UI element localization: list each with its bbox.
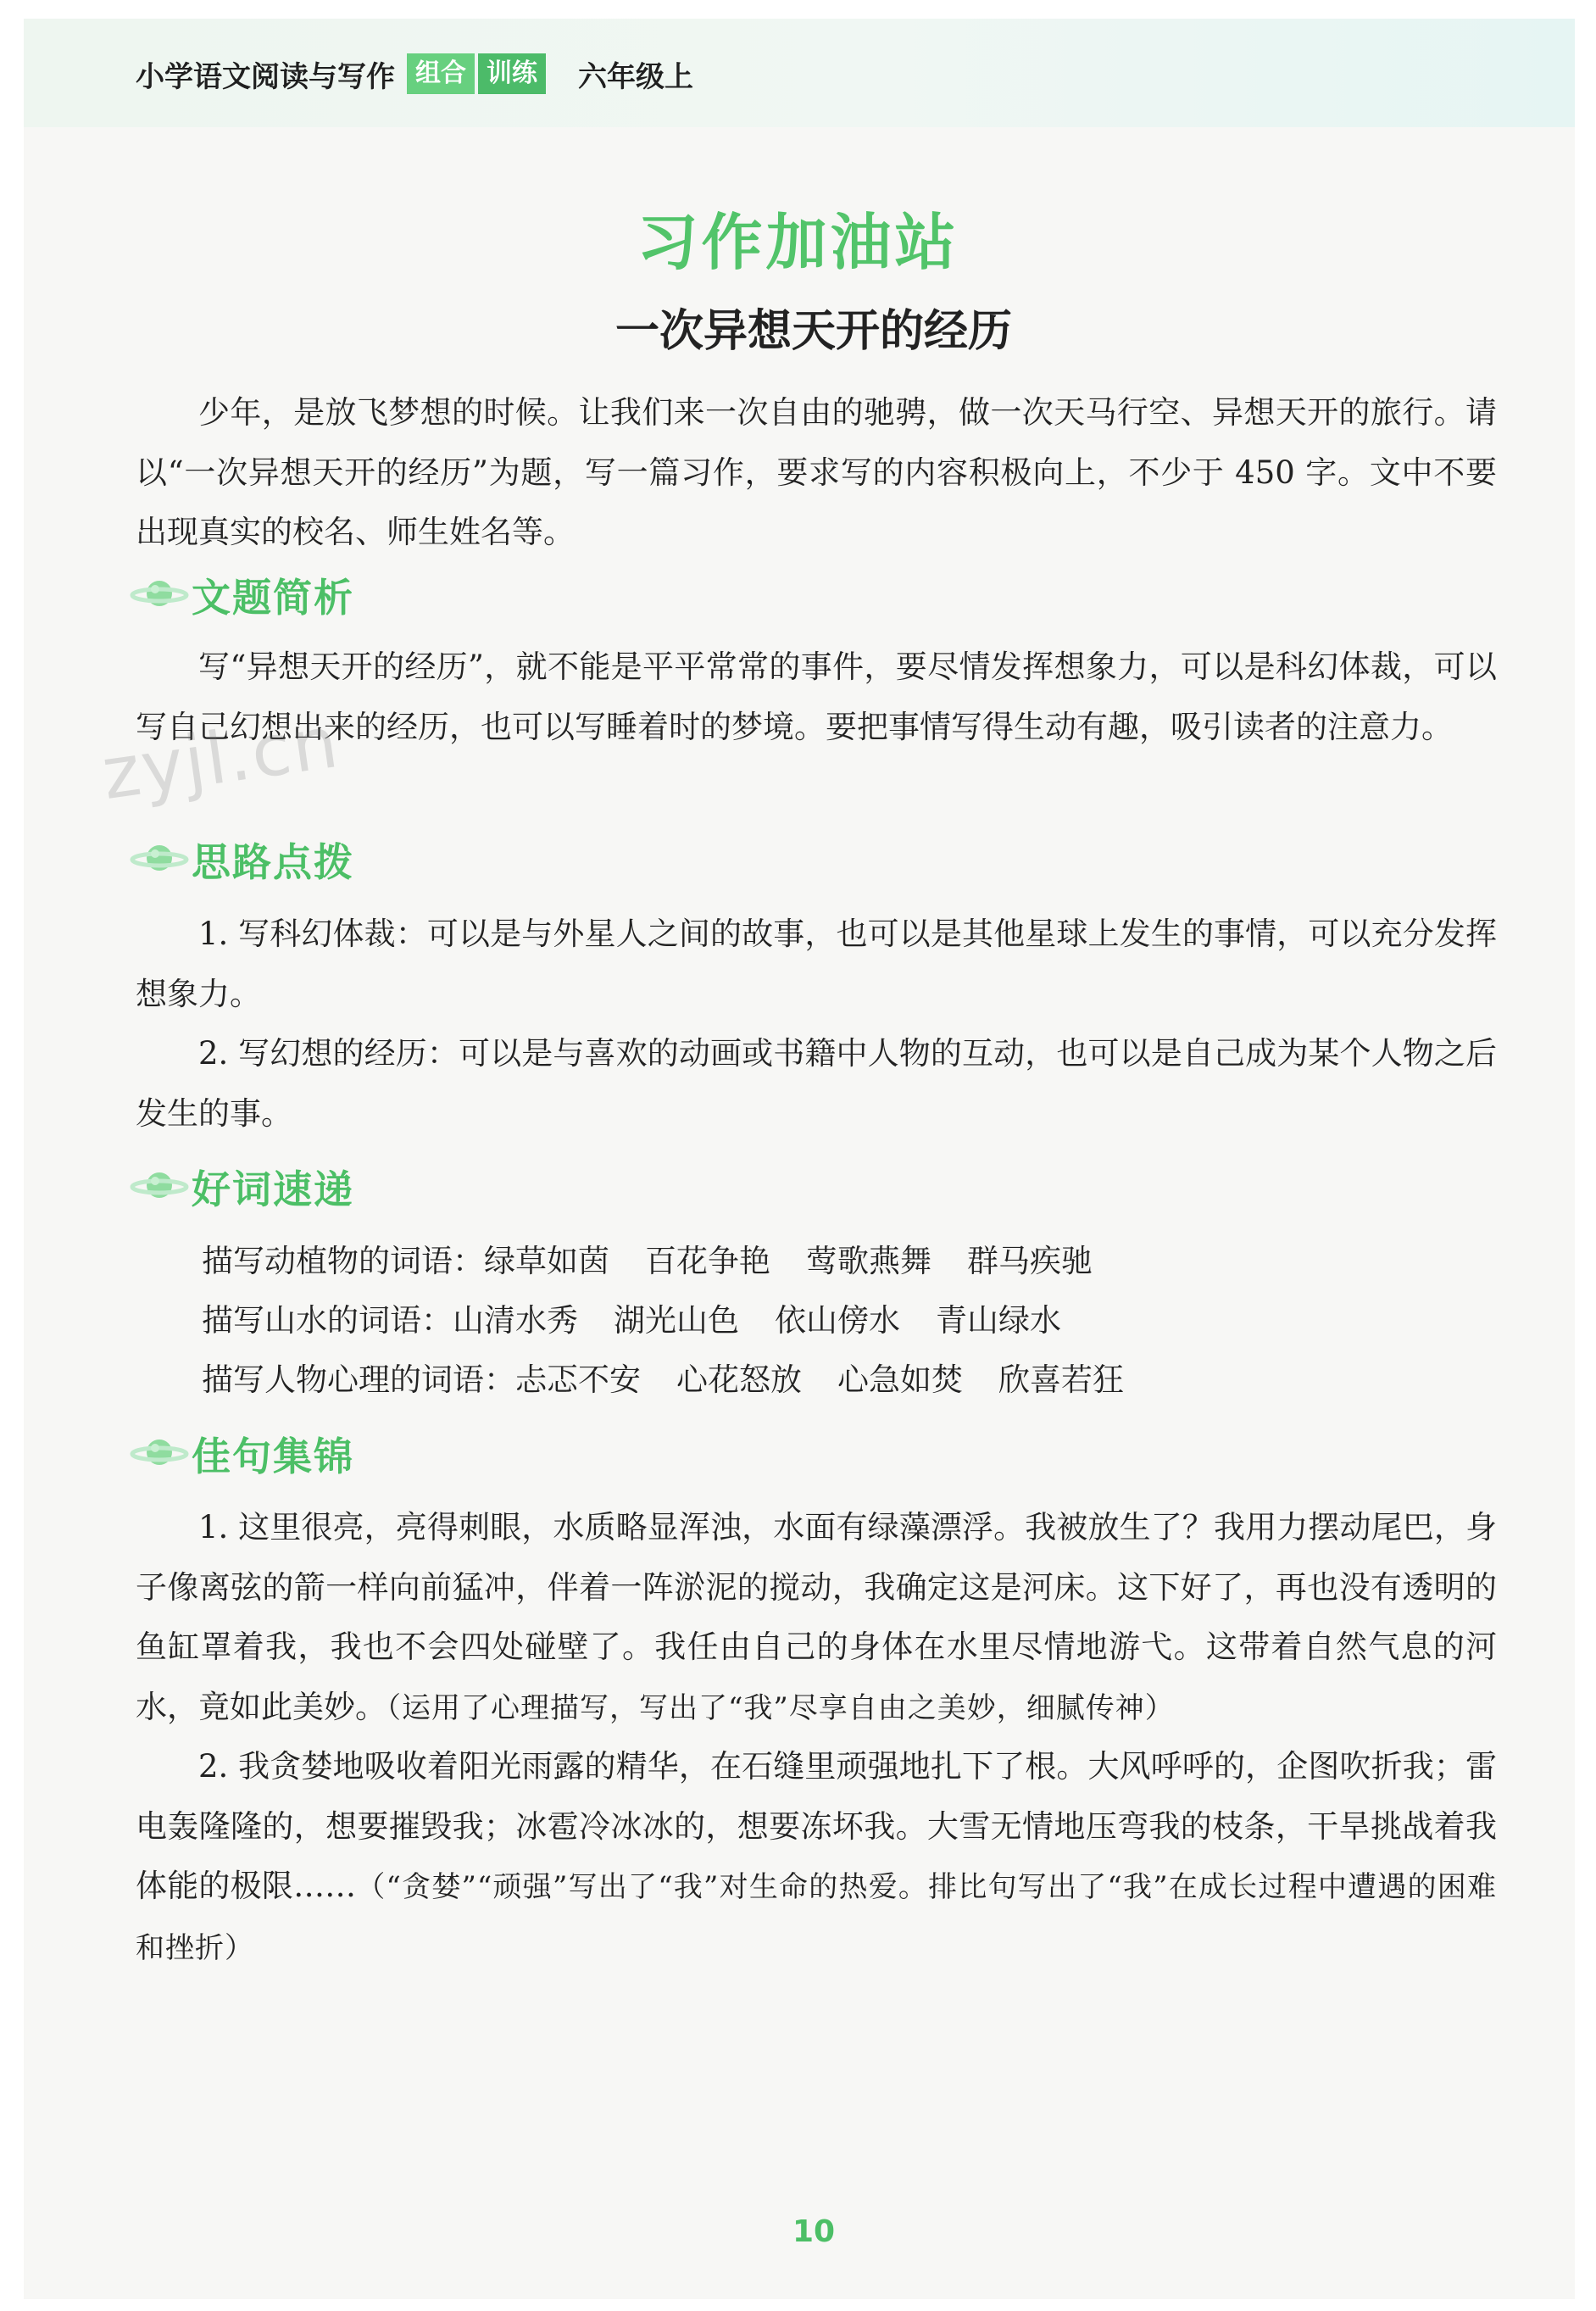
word: 青山绿水 (936, 1302, 1061, 1339)
idea-item-1: 1. 写科幻体裁：可以是与外星人之间的故事，也可以是其他星球上发生的事情，可以充分发挥想象力。 (136, 916, 1497, 1012)
word-group-label: 描写山水的词语： (202, 1302, 453, 1339)
word: 心急如焚 (837, 1362, 963, 1398)
sentence-note: （运用了心理描写，写出了“我”尽享自由之美妙，细腻传神） (386, 1690, 1175, 1725)
word: 绿草如茵 (484, 1243, 609, 1279)
section-title: 好词速递 (192, 1167, 354, 1212)
badge-training: 训练 (478, 53, 546, 94)
sentence-item-2 (136, 1737, 1497, 1978)
book-title: 小学语文阅读与写作 (136, 59, 395, 94)
word-group-label: 描写人物心理的词语： (202, 1362, 515, 1398)
page-title: 习作加油站 (637, 207, 959, 278)
analysis-paragraph: 写“异想天开的经历”，就不能是平平常常的事件，要尽情发挥想象力，可以是科幻体裁，可以写自己幻想出来的经历，也可以写睡着时的梦境。要把事情写得生动有趣，吸引读者的注意力。 (136, 649, 1497, 745)
word-group-label: 描写动植物的词语： (202, 1243, 484, 1279)
section-heading-ideas (127, 834, 354, 885)
grade-label: 六年级上 (578, 59, 693, 94)
sentence-note: （“贪婪”“顽强”写出了“我”对生命的热爱。排比句写出了“我”在成长过程中遭遇的困难和挫折） (136, 1870, 1498, 1965)
section-heading-words (127, 1161, 354, 1212)
word: 忐忑不安 (515, 1362, 641, 1398)
sentence-text: 2. 我贪婪地吸收着阳光雨露的精华，在石缝里顽强地扎下了根。大风呼呼的，企图吹折我；雷电轰隆隆的，想要摧毁我；冰雹冷冰冰的，想要冻坏我。大雪无情地压弯我的枝条，干旱挑战着我体能的极限…… (136, 1748, 1497, 1904)
word-group-psychology (202, 1350, 1159, 1410)
word-group-landscape (202, 1291, 1097, 1350)
idea-item-2: 2. 写幻想的经历：可以是与喜欢的动画或书籍中人物的互动，也可以是自己成为某个人物之后发生的事。 (136, 1035, 1497, 1132)
section-heading-sentences (127, 1428, 354, 1479)
sentence-item-1 (136, 1498, 1497, 1738)
watermark: zyjl.cn (97, 699, 345, 816)
word: 湖光山色 (614, 1302, 739, 1339)
section-heading-analysis (127, 570, 354, 621)
planet-icon (127, 1161, 195, 1212)
word: 依山傍水 (775, 1302, 900, 1339)
word: 山清水秀 (453, 1302, 578, 1339)
page-number: 10 (792, 2214, 836, 2249)
word: 百花争艳 (645, 1243, 770, 1279)
badge-combo: 组合 (407, 53, 475, 94)
essay-topic-title: 一次异想天开的经历 (614, 306, 1012, 357)
planet-icon (127, 570, 195, 621)
section-title: 文题简析 (192, 575, 354, 621)
running-header (136, 53, 693, 95)
section-title: 佳句集锦 (192, 1434, 354, 1479)
word: 群马疾驰 (967, 1243, 1093, 1279)
planet-icon (127, 834, 195, 885)
section-title: 思路点拨 (192, 839, 354, 885)
word-group-animals-plants (202, 1232, 1128, 1291)
word: 心花怒放 (676, 1362, 802, 1398)
word: 莺歌燕舞 (806, 1243, 931, 1279)
prompt-paragraph: 少年，是放飞梦想的时候。让我们来一次自由的驰骋，做一次天马行空、异想天开的旅行。请以“一次异想天开的经历”为题，写一篇习作，要求写的内容积极向上，不少于 450 字。文中不要出现真实的校名、师生姓名等。 (136, 394, 1497, 550)
planet-icon (127, 1428, 195, 1479)
sentence-text: 1. 这里很亮，亮得刺眼，水质略显浑浊，水面有绿藻漂浮。我被放生了？我用力摆动尾巴，身子像离弦的箭一样向前猛冲，伴着一阵淤泥的搅动，我确定这是河床。这下好了，再也没有透明的鱼缸罩着我，我也不会四处碰壁了。我任由自己的身体在水里尽情地游弋。这带着自然气息的河水，竟如此美妙。 (136, 1509, 1497, 1725)
word: 欣喜若狂 (998, 1362, 1124, 1398)
